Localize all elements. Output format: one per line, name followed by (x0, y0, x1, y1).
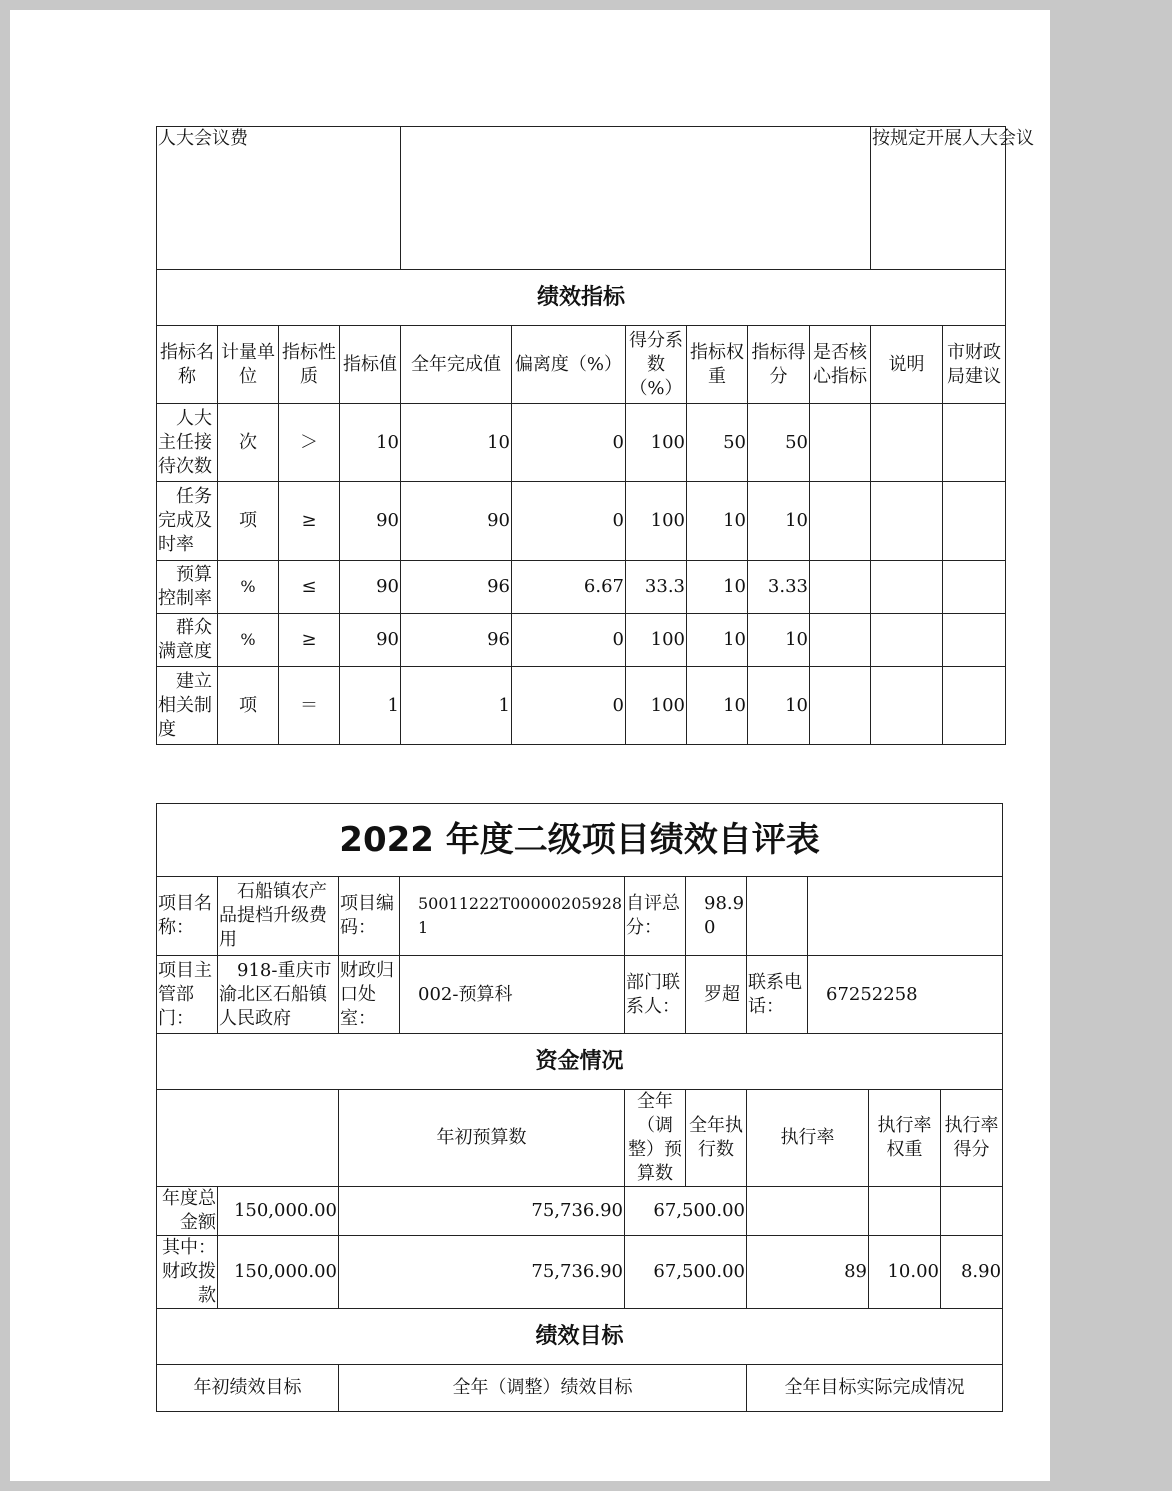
header-cell: 全年完成值 (401, 326, 512, 404)
nature: ＝ (279, 667, 340, 745)
execution-score (941, 1187, 1003, 1236)
header-cell: 全年目标实际完成情况 (747, 1365, 1003, 1412)
project-name-value: 石船镇农产品提档升级费用 (218, 877, 339, 956)
is-core (810, 614, 871, 667)
nature: ≥ (279, 614, 340, 667)
performance-indicator-table (156, 126, 1034, 745)
is-core (810, 561, 871, 614)
adjusted-budget: 75,736.90 (339, 1187, 625, 1236)
executed-amount: 67,500.00 (625, 1187, 747, 1236)
table-row (157, 667, 1006, 745)
funds-row-label: 其中：财政拨款 (157, 1236, 218, 1309)
weight: 10 (687, 482, 748, 561)
deviation: 0 (512, 667, 626, 745)
score-coefficient: 100 (626, 404, 687, 482)
execution-weight: 10.00 (869, 1236, 941, 1309)
suggestion (943, 404, 1006, 482)
completion-text: 按规定开展人大会议 (872, 128, 1034, 149)
unit: % (218, 614, 279, 667)
project-name-cell: 人大会议费 (157, 127, 401, 270)
self-evaluation-table (156, 803, 1003, 1412)
target-value: 90 (340, 482, 401, 561)
project-code-label: 项目编码： (339, 877, 400, 956)
project-info-row (157, 877, 1003, 956)
funds-header-row (157, 1090, 1003, 1187)
execution-rate (747, 1187, 869, 1236)
is-core (810, 482, 871, 561)
target-value: 1 (340, 667, 401, 745)
deviation: 0 (512, 614, 626, 667)
header-cell: 执行率得分 (941, 1090, 1003, 1187)
funds-row-label: 年度总金额 (157, 1187, 218, 1236)
target-value: 90 (340, 561, 401, 614)
header-cell: 指标名称 (157, 326, 218, 404)
is-core (810, 667, 871, 745)
office-label: 财政归口处室： (339, 956, 400, 1034)
header-cell: 说明 (871, 326, 943, 404)
score-coefficient: 33.3 (626, 561, 687, 614)
header-cell: 市财政局建议 (943, 326, 1006, 404)
suggestion (943, 482, 1006, 561)
table-row (157, 614, 1006, 667)
unit: 项 (218, 667, 279, 745)
header-cell: 执行率 (747, 1090, 869, 1187)
header-cell: 偏离度（%） (512, 326, 626, 404)
is-core (810, 404, 871, 482)
goals-header-row (157, 1365, 1003, 1412)
completion-cell (871, 127, 1034, 270)
header-cell: 执行率权重 (869, 1090, 941, 1187)
target-value: 10 (340, 404, 401, 482)
score: 3.33 (748, 561, 810, 614)
header-cell (157, 1090, 339, 1187)
dept-info-row (157, 956, 1003, 1034)
unit: 项 (218, 482, 279, 561)
initial-budget: 150,000.00 (218, 1236, 339, 1309)
score-coefficient: 100 (626, 614, 687, 667)
nature: ≥ (279, 482, 340, 561)
header-cell: 全年执行数 (686, 1090, 747, 1187)
header-cell: 年初预算数 (339, 1090, 625, 1187)
deviation: 0 (512, 482, 626, 561)
note (871, 667, 943, 745)
indicator-name: 群众满意度 (157, 614, 218, 667)
execution-weight (869, 1187, 941, 1236)
header-cell: 指标得分 (748, 326, 810, 404)
suggestion (943, 667, 1006, 745)
adjusted-budget: 75,736.90 (339, 1236, 625, 1309)
actual-value: 90 (401, 482, 512, 561)
table-row (157, 404, 1006, 482)
note (871, 482, 943, 561)
section-title-goals: 绩效目标 (157, 1309, 1003, 1365)
project-code-value: 50011222T000002059281 (400, 877, 625, 956)
suggestion (943, 614, 1006, 667)
execution-score: 8.90 (941, 1236, 1003, 1309)
indicator-name: 预算控制率 (157, 561, 218, 614)
note (871, 614, 943, 667)
section-title-funds: 资金情况 (157, 1034, 1003, 1090)
weight: 50 (687, 404, 748, 482)
score: 10 (748, 482, 810, 561)
indicator-name: 人大主任接待次数 (157, 404, 218, 482)
blank-cell (747, 877, 808, 956)
contact-value: 罗超 (686, 956, 747, 1034)
section-title-indicators: 绩效指标 (157, 270, 1006, 326)
dept-label: 项目主管部门： (157, 956, 218, 1034)
initial-budget: 150,000.00 (218, 1187, 339, 1236)
table-row (157, 561, 1006, 614)
actual-value: 10 (401, 404, 512, 482)
indicator-name: 任务完成及时率 (157, 482, 218, 561)
score: 10 (748, 614, 810, 667)
header-cell: 计量单位 (218, 326, 279, 404)
phone-label: 联系电话： (747, 956, 808, 1034)
actual-value: 96 (401, 614, 512, 667)
actual-value: 1 (401, 667, 512, 745)
blank-cell (808, 877, 1003, 956)
goal-cell (401, 127, 871, 270)
header-cell: 指标性质 (279, 326, 340, 404)
suggestion (943, 561, 1006, 614)
header-cell: 指标值 (340, 326, 401, 404)
nature: ＞ (279, 404, 340, 482)
deviation: 6.67 (512, 561, 626, 614)
header-cell: 全年（调整）绩效目标 (339, 1365, 747, 1412)
office-value: 002-预算科 (400, 956, 625, 1034)
deviation: 0 (512, 404, 626, 482)
unit: 次 (218, 404, 279, 482)
table-row (157, 1236, 1003, 1309)
score-label: 自评总分： (625, 877, 686, 956)
phone-value: 67252258 (808, 956, 1003, 1034)
note (871, 561, 943, 614)
unit: % (218, 561, 279, 614)
executed-amount: 67,500.00 (625, 1236, 747, 1309)
header-cell: 年初绩效目标 (157, 1365, 339, 1412)
dept-value: 918-重庆市渝北区石船镇人民政府 (218, 956, 339, 1034)
contact-label: 部门联系人： (625, 956, 686, 1034)
project-name-label: 项目名称： (157, 877, 218, 956)
score-value: 98.90 (686, 877, 747, 956)
header-cell: 是否核心指标 (810, 326, 871, 404)
header-cell: 全年（调整）预算数 (625, 1090, 686, 1187)
header-cell: 指标权重 (687, 326, 748, 404)
score: 50 (748, 404, 810, 482)
table-row (157, 482, 1006, 561)
score-coefficient: 100 (626, 482, 687, 561)
indicator-header-row (157, 326, 1006, 404)
execution-rate: 89 (747, 1236, 869, 1309)
target-value: 90 (340, 614, 401, 667)
weight: 10 (687, 561, 748, 614)
indicator-name: 建立相关制度 (157, 667, 218, 745)
weight: 10 (687, 614, 748, 667)
nature: ≤ (279, 561, 340, 614)
table-row (157, 1187, 1003, 1236)
note (871, 404, 943, 482)
header-cell: 得分系数（%） (626, 326, 687, 404)
weight: 10 (687, 667, 748, 745)
score-coefficient: 100 (626, 667, 687, 745)
form-title: 2022 年度二级项目绩效自评表 (157, 804, 1003, 877)
score: 10 (748, 667, 810, 745)
actual-value: 96 (401, 561, 512, 614)
